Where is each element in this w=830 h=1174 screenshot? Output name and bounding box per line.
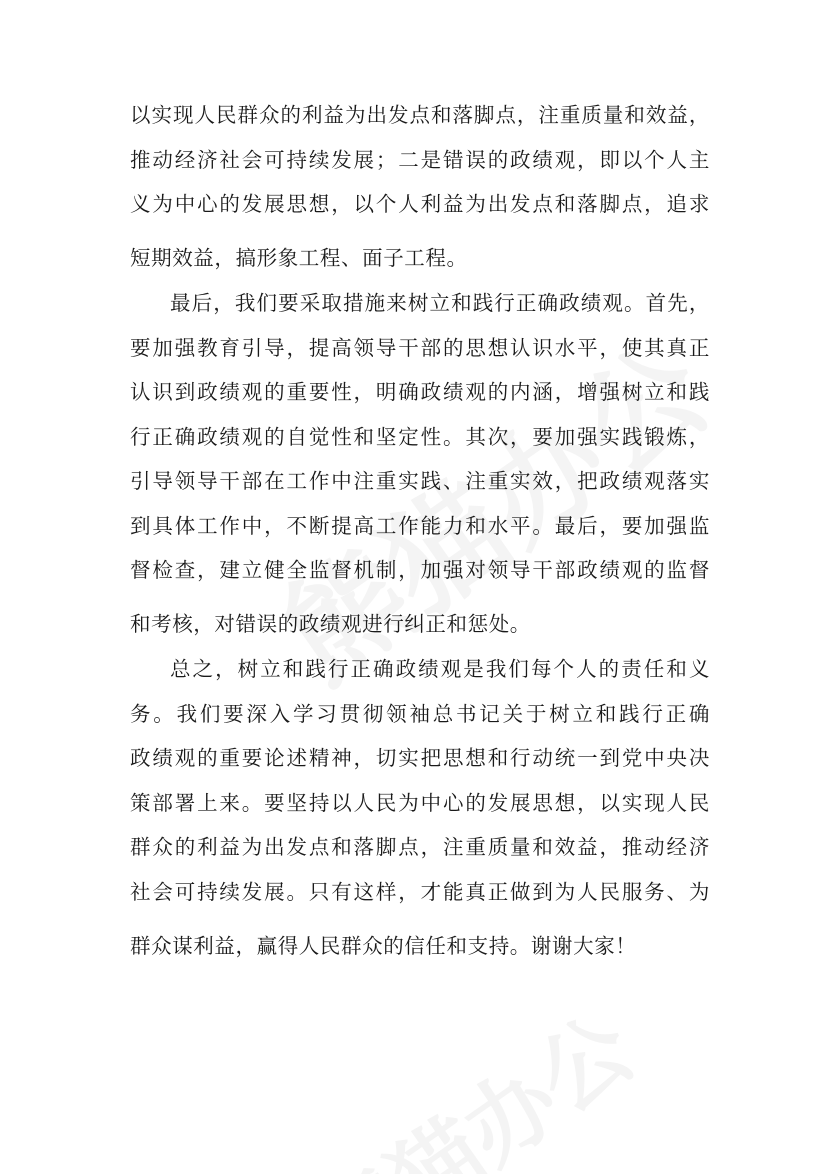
text-line: 群众的利益为出发点和落脚点，注重质量和效益，推动经济 — [130, 835, 710, 859]
text-line: 推动经济社会可持续发展；二是错误的政绩观，即以个人主 — [130, 148, 710, 172]
text-line: 群众谋利益，赢得人民群众的信任和支持。谢谢大家！ — [130, 934, 637, 958]
text-line: 总之，树立和践行正确政绩观是我们每个人的责任和义 — [170, 657, 710, 681]
text-line: 义为中心的发展思想，以个人利益为出发点和落脚点，追求 — [130, 192, 710, 216]
text-line: 和考核，对错误的政绩观进行纠正和惩处。 — [130, 612, 531, 636]
text-line: 督检查，建立健全监督机制，加强对领导干部政绩观的监督 — [130, 558, 710, 582]
text-line: 认识到政绩观的重要性，明确政绩观的内涵，增强树立和践 — [130, 380, 710, 404]
text-line: 短期效益，搞形象工程、面子工程。 — [130, 246, 468, 270]
text-line: 政绩观的重要论述精神，切实把思想和行动统一到党中央决 — [130, 746, 710, 770]
text-line: 以实现人民群众的利益为出发点和落脚点，注重质量和效益， — [130, 103, 710, 127]
text-line: 行正确政绩观的自觉性和坚定性。其次，要加强实践锻炼， — [130, 425, 710, 449]
text-line: 务。我们要深入学习贯彻领袖总书记关于树立和践行正确 — [130, 702, 710, 726]
text-line: 到具体工作中，不断提高工作能力和水平。最后，要加强监 — [130, 514, 710, 538]
text-line: 社会可持续发展。只有这样，才能真正做到为人民服务、为 — [130, 880, 710, 904]
text-line: 要加强教育引导，提高领导干部的思想认识水平，使其真正 — [130, 336, 710, 360]
text-line: 引导领导干部在工作中注重实践、注重实效，把政绩观落实 — [130, 469, 710, 493]
text-line: 策部署上来。要坚持以人民为中心的发展思想，以实现人民 — [130, 791, 710, 815]
text-line: 最后，我们要采取措施来树立和践行正确政绩观。首先， — [170, 291, 710, 315]
watermark — [285, 979, 654, 1174]
